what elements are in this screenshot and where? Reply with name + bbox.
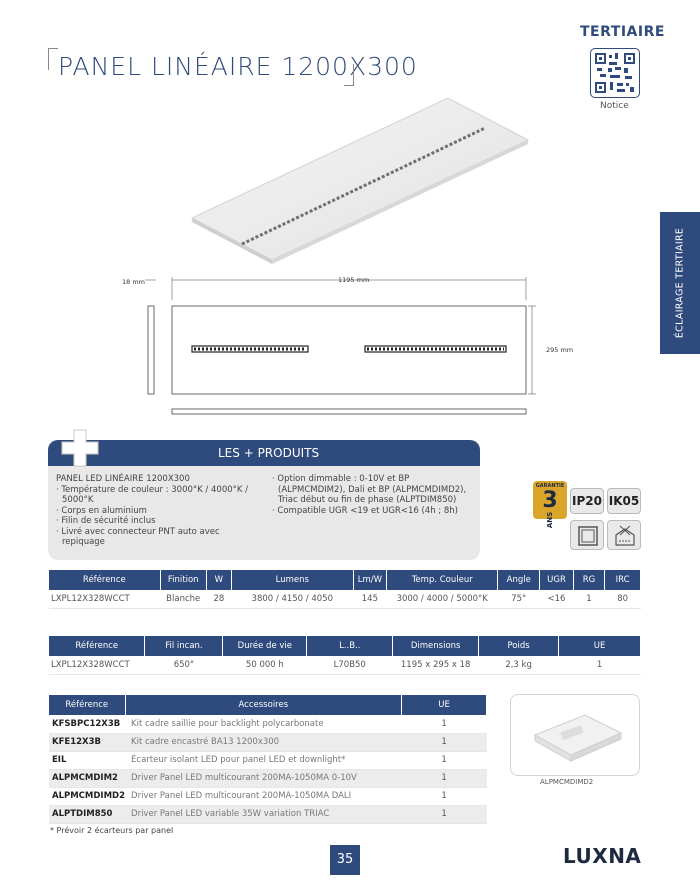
col-header: Référence	[49, 636, 145, 656]
table-cell: 80	[605, 590, 641, 608]
category-label: TERTIAIRE	[580, 24, 665, 40]
table-cell: 1	[402, 751, 487, 769]
table-row	[49, 590, 641, 608]
spec-table-2	[49, 636, 641, 675]
products-title: LES + PRODUITS	[218, 446, 320, 460]
dim-width: 295 mm	[546, 346, 574, 354]
product-feature: Triac début ou fin de phase (ALPTDIM850)	[278, 495, 457, 505]
table-cell: 1	[402, 787, 487, 805]
col-header: Durée de vie	[223, 636, 307, 656]
qr-code-icon	[595, 53, 635, 93]
products-list-left	[56, 474, 271, 548]
col-header: L..B..	[307, 636, 393, 656]
table-cell: Écarteur isolant LED pour panel LED et downlight*	[125, 751, 402, 769]
page-number: 35	[330, 845, 360, 875]
col-header: UE	[559, 636, 641, 656]
table-cell: EIL	[49, 751, 125, 769]
table-cell: 1	[402, 805, 487, 823]
side-tab-label: ÉCLAIRAGE TERTIAIRE	[674, 227, 686, 339]
product-feature: (ALPMCMDIM2), Dali et BP (ALPMCMDIMD2),	[278, 484, 467, 495]
guarantee-number: 3	[542, 488, 558, 513]
guarantee-badge	[533, 481, 567, 529]
dim-length: 1195 mm	[338, 276, 370, 284]
product-feature: · Compatible UGR <19 et UGR<16 (4h ; 8h)	[272, 505, 458, 516]
table-row	[49, 769, 487, 787]
table-cell: 28	[206, 590, 231, 608]
class-icon	[570, 520, 604, 550]
table-row	[49, 787, 487, 805]
table-cell: ALPMCMDIMD2	[49, 787, 125, 805]
table-cell: Kit cadre encastré BA13 1200x300	[125, 733, 402, 751]
brand-logo: LUXNA	[563, 844, 642, 868]
table-cell: Driver Panel LED multicourant 200MA-1050MA DALI	[125, 787, 402, 805]
side-tab	[660, 212, 700, 354]
table-cell: L70B50	[307, 656, 393, 674]
table-cell: Blanche	[160, 590, 206, 608]
table-row	[49, 751, 487, 769]
driver-image-frame	[510, 694, 640, 776]
table-cell: 1	[402, 769, 487, 787]
qr-notice-label: Notice	[600, 101, 629, 111]
product-feature: · Filin de sécurité inclus	[56, 516, 156, 526]
table-cell: ALPMCMDIM2	[49, 769, 125, 787]
product-feature: repiquage	[62, 537, 105, 547]
product-feature: · Livré avec connecteur PNT auto avec	[56, 526, 220, 537]
table-cell: 1	[573, 590, 604, 608]
insulation-icon	[607, 520, 641, 550]
table-cell: Driver Panel LED multicourant 200MA-1050MA 0-10V	[125, 769, 402, 787]
table-cell: 1195 x 295 x 18	[393, 656, 479, 674]
table-row	[49, 715, 487, 733]
col-header: Lumens	[231, 570, 353, 590]
table-cell: KFSBPC12X3B	[49, 715, 125, 733]
col-header: UE	[402, 695, 487, 715]
products-list-right	[272, 474, 477, 516]
dim-depth: 18 mm	[122, 278, 146, 286]
footnote: * Prévoir 2 écarteurs par panel	[50, 826, 174, 835]
guarantee-unit: ANS	[545, 511, 554, 529]
col-header: Accessoires	[125, 695, 402, 715]
table-cell: Driver Panel LED variable 35W variation TRIAC	[125, 805, 402, 823]
product-feature: · Température de couleur : 3000°K / 4000°K /	[56, 484, 249, 495]
col-header: W	[206, 570, 231, 590]
table-cell: Kit cadre saillie pour backlight polycarbonate	[125, 715, 402, 733]
title-bracket-right	[344, 64, 354, 86]
col-header: Angle	[498, 570, 540, 590]
col-header: RG	[573, 570, 604, 590]
table-row	[49, 656, 641, 674]
table-cell: 50 000 h	[223, 656, 307, 674]
table-row	[49, 805, 487, 823]
table-cell: 145	[353, 590, 387, 608]
col-header: IRC	[605, 570, 641, 590]
col-header: Lm/W	[353, 570, 387, 590]
col-header: Référence	[49, 570, 160, 590]
page-title: PANEL LINÉAIRE 1200X300	[58, 52, 418, 81]
col-header: Poids	[479, 636, 559, 656]
col-header: Référence	[49, 695, 125, 715]
spec-table-1	[49, 570, 641, 609]
table-cell: 2,3 kg	[479, 656, 559, 674]
product-feature: PANEL LED LINÉAIRE 1200X300	[56, 474, 190, 484]
table-cell: <16	[540, 590, 574, 608]
col-header: Temp. Couleur	[387, 570, 498, 590]
col-header: Dimensions	[393, 636, 479, 656]
ik-rating-badge: IK05	[607, 488, 641, 514]
col-header: Finition	[160, 570, 206, 590]
driver-image	[511, 695, 639, 775]
ip-rating-badge: IP20	[570, 488, 604, 514]
panel-product-image	[180, 92, 540, 272]
table-cell: 3800 / 4150 / 4050	[231, 590, 353, 608]
table-cell: 1	[402, 733, 487, 751]
table-cell: KFE12X3B	[49, 733, 125, 751]
table-cell: LXPL12X328WCCT	[49, 590, 160, 608]
table-cell: LXPL12X328WCCT	[49, 656, 145, 674]
plus-icon	[60, 428, 100, 468]
table-cell: 75°	[498, 590, 540, 608]
table-cell: 650°	[145, 656, 223, 674]
product-feature: 5000°K	[62, 495, 94, 505]
driver-caption: ALPMCMDIMD2	[540, 778, 594, 786]
accessories-table	[49, 695, 487, 824]
title-bracket-left	[48, 48, 58, 70]
qr-code[interactable]	[590, 48, 640, 98]
table-cell: ALPTDIM850	[49, 805, 125, 823]
col-header: UGR	[540, 570, 574, 590]
col-header: Fil incan.	[145, 636, 223, 656]
table-cell: 1	[559, 656, 641, 674]
product-feature: · Corps en aluminium	[56, 505, 147, 516]
table-cell: 3000 / 4000 / 5000°K	[387, 590, 498, 608]
guarantee-top: GARANTIE	[535, 483, 565, 489]
table-row	[49, 733, 487, 751]
technical-drawing	[140, 276, 550, 421]
product-feature: · Option dimmable : 0-10V et BP	[272, 474, 410, 484]
table-cell: 1	[402, 715, 487, 733]
